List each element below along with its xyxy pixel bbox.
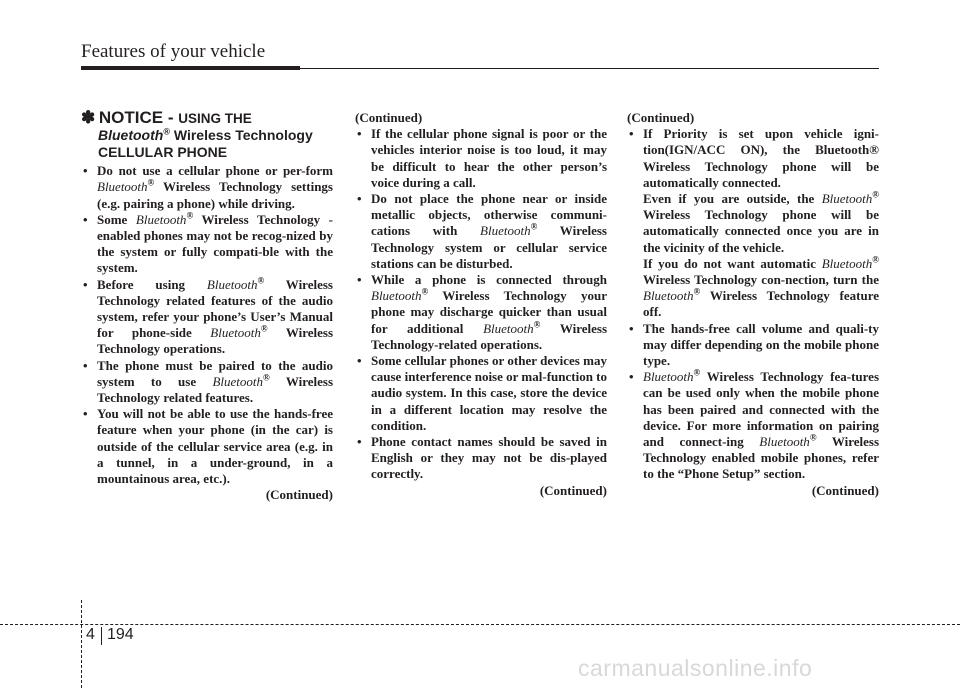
column-1 <box>81 110 333 503</box>
text: Wireless Technology-related operations. <box>371 320 608 352</box>
registered-mark: ® <box>260 323 268 334</box>
text: If Priority is set upon vehicle igni-tion(IGN/ACC ON), the Bluetooth® Wireless Technology phone will be automatically connected. <box>643 126 879 190</box>
list-item <box>355 434 607 483</box>
text: The hands-free call volume and quali-ty may differ depending on the mobile phone type. <box>643 320 879 369</box>
continued-heading: (Continued) <box>355 110 423 125</box>
brand-name: Bluetooth <box>483 320 534 336</box>
registered-mark: ® <box>421 286 429 297</box>
list-item <box>355 353 607 434</box>
notice-heading-line1: USING THE <box>178 111 252 126</box>
text: While a phone is connected through <box>371 272 607 288</box>
brand-name: Bluetooth <box>821 255 873 271</box>
brand-name: Bluetooth <box>135 211 187 227</box>
list-item <box>627 126 879 320</box>
footer-dashed-rule <box>0 624 960 625</box>
brand-name: Bluetooth <box>759 434 810 450</box>
text: Before using <box>97 276 207 292</box>
registered-mark: ® <box>693 367 701 378</box>
text: Wireless Technology related features. <box>97 373 333 406</box>
text: Some <box>97 211 136 227</box>
footer-separator <box>101 627 102 645</box>
text: Do not use a cellular phone or per-form <box>97 163 333 179</box>
brand-name: Bluetooth <box>643 369 694 385</box>
brand-name: Bluetooth <box>821 191 873 207</box>
notice-heading-line2 <box>81 127 333 144</box>
header-rule-thick <box>81 66 300 70</box>
registered-mark: ® <box>186 210 194 221</box>
text: The phone must be paired to the audio system to use <box>97 357 333 389</box>
notice-heading <box>81 110 333 160</box>
list-item <box>355 272 607 353</box>
list-item <box>81 406 333 487</box>
text: Wireless Technology -enabled phones may not be recog-nized by the system or fully compati-ble with the system. <box>97 211 333 276</box>
text: Wireless Technology enabled mobile phones, refer to the “Phone Setup” section. <box>643 434 880 482</box>
list-item <box>627 321 879 370</box>
bullet-list <box>627 126 879 482</box>
notice-label: NOTICE - <box>98 108 179 127</box>
registered-mark: ® <box>872 254 879 265</box>
paragraph <box>643 191 879 256</box>
continued-heading: (Continued) <box>627 110 695 125</box>
registered-mark: ® <box>872 189 879 200</box>
text: You will not be able to use the hands-free feature when your phone (in the car) is outside of the cellular service area (e.g. in a tunnel, in a under-ground, in a mountainous area, etc.). <box>97 406 333 487</box>
continued-label: (Continued) <box>265 487 333 503</box>
registered-mark: ® <box>693 286 701 297</box>
text: Do not place the phone near or inside metallic objects, otherwise communi-cations with <box>371 191 607 239</box>
registered-mark: ® <box>163 126 170 137</box>
notice-symbol-icon: ✽ <box>81 108 96 127</box>
brand-name: Bluetooth <box>480 223 531 239</box>
text: Phone contact names should be saved in English or they may not be dis-played correctly. <box>371 434 607 482</box>
chapter-number: 4 <box>86 626 95 643</box>
brand-name: Bluetooth <box>97 179 148 195</box>
registered-mark: ® <box>809 432 817 443</box>
column-2 <box>355 110 607 499</box>
registered-mark: ® <box>257 275 265 286</box>
continued-label: (Continued) <box>539 482 607 498</box>
registered-mark: ® <box>530 222 538 233</box>
text: Wireless Technology operations. <box>97 325 334 357</box>
registered-mark: ® <box>147 178 155 189</box>
list-item <box>355 191 607 272</box>
text: Wireless Technology feature off. <box>643 288 879 320</box>
brand-name: Bluetooth <box>643 288 694 304</box>
text: Wireless Technology con-nection, turn the <box>643 272 879 288</box>
brand-name: Bluetooth <box>371 288 422 304</box>
brand-name: Bluetooth <box>206 276 258 292</box>
text: If the cellular phone signal is poor or the vehicles interior noise is too loud, it may be difficult to hear the other person’s voice during a call. <box>371 126 607 190</box>
list-item <box>81 277 333 358</box>
header-rule-thin <box>300 68 879 69</box>
continued-label: (Continued) <box>811 482 879 498</box>
column-3 <box>627 110 879 499</box>
text: Some cellular phones or other devices may cause interference noise or mal-function to audio system. In this case, store the device in a different location may resolve the condition. <box>371 353 607 433</box>
page-number: 194 <box>107 626 134 643</box>
paragraph <box>643 256 879 321</box>
brand-name: Bluetooth <box>210 325 261 341</box>
registered-mark: ® <box>262 372 270 383</box>
watermark: carmanualsonline.info <box>578 655 813 681</box>
list-item <box>81 163 333 212</box>
list-item <box>81 358 333 407</box>
text: Wireless Technology system or cellular service stations can be disturbed. <box>371 223 607 271</box>
brand-name: Bluetooth <box>98 127 164 144</box>
registered-mark: ® <box>533 319 541 330</box>
text: Wireless Technology phone will be automatically connected once you are in the vicinity of the vehicle. <box>643 207 879 255</box>
text: Wireless Technology related features of the audio system, refer your phone’s User’s Manual for phone-side <box>97 276 333 341</box>
text: Wireless Technology fea-tures can be used only when the mobile phone has been paired and connected with the device. For more information on pairing and connect-ing <box>643 369 879 450</box>
notice-heading-line3: CELLULAR PHONE <box>98 144 228 161</box>
page-header-title: Features of your vehicle <box>81 41 266 62</box>
footer-vertical-rule <box>81 600 82 688</box>
list-item <box>355 126 607 191</box>
brand-name: Bluetooth <box>212 373 263 389</box>
list-item <box>627 369 879 482</box>
text: Wireless Technology your phone may discharge quicker than usual for additional <box>371 288 607 336</box>
text: Even if you are outside, the <box>643 191 822 207</box>
list-item <box>81 212 333 277</box>
bullet-list <box>355 126 607 482</box>
text: Wireless Technology settings (e.g. pairing a phone) while driving. <box>97 179 333 211</box>
heading-text: Wireless Technology <box>169 127 313 144</box>
bullet-list <box>81 163 333 487</box>
text: If you do not want automatic <box>643 255 822 271</box>
